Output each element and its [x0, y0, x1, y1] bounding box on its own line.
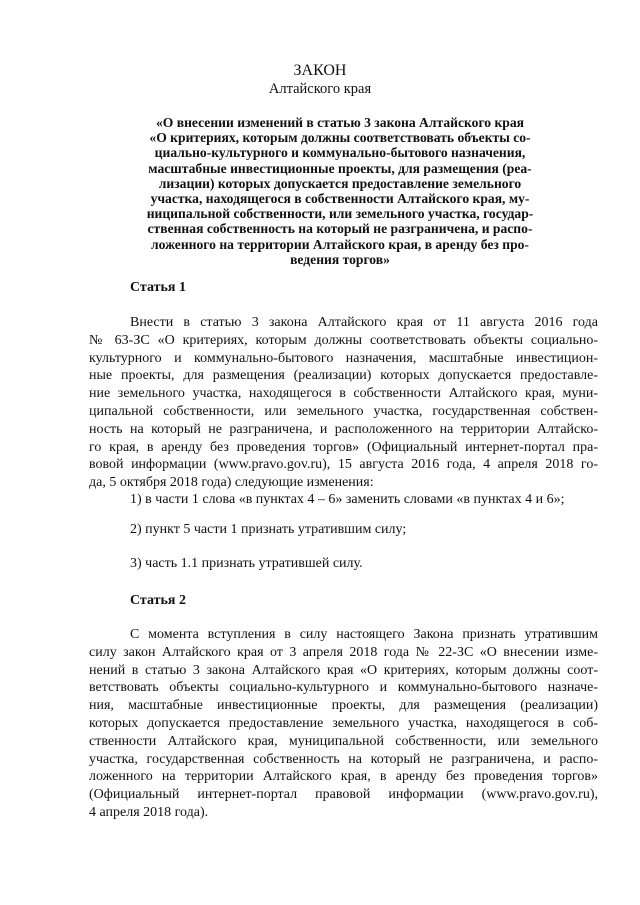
title-line: лизации) которых допускается предоставление земельного: [158, 175, 522, 191]
article-2-heading: Статья 2: [130, 593, 186, 608]
paragraph-line: (Официальный интернет-портал правовой информации (www.pravo.gov.ru),: [89, 787, 598, 803]
document-region: Алтайского края: [268, 81, 372, 97]
paragraph-line: вовой информации (www.pravo.gov.ru), 15 августа 2016 года, 4 апреля 2018 го-: [89, 457, 598, 473]
paragraph-line: нений в статью 3 закона Алтайского края «О критериях, которым должны соот-: [89, 662, 598, 678]
title-line: участка, находящегося в собственности Алтайского края, му-: [150, 191, 530, 207]
title-line: «О внесении изменений в статью 3 закона Алтайского края: [155, 115, 525, 130]
title-line: масштабные инвестиционные проекты, для размещения (реа-: [148, 160, 532, 176]
title-line: ведения торгов»: [290, 251, 390, 267]
article-1-paragraph: [89, 314, 598, 492]
paragraph-line: 4 апреля 2018 года).: [89, 804, 209, 820]
article-1-heading: Статья 1: [130, 280, 186, 295]
title-line: циально-культурного и коммунально-бытового назначения,: [154, 145, 526, 161]
paragraph-line: С момента вступления в силу настоящего Закона признать утратившим: [130, 627, 598, 642]
paragraph-line: ственности Алтайского края, муниципальной собственности, или земельного: [89, 733, 598, 749]
paragraph-line: ния, масштабные инвестиционные проекты, для размещения (реализации): [89, 698, 598, 714]
title-line: ниципальной собственности, или земельного участка, государ-: [146, 206, 534, 222]
paragraph-line: го края, в аренду без проведения торгов» (Официальный интернет-портал пра-: [89, 439, 598, 455]
paragraph-line: ложенного на территории Алтайского края, в аренду без проведения торгов»: [89, 769, 598, 785]
document-title: [130, 115, 550, 267]
article-1-item-2: 2) пункт 5 части 1 признать утратившим силу;: [130, 522, 407, 537]
article-1-item-3: 3) часть 1.1 признать утратившей силу.: [130, 556, 363, 571]
title-line: ложенного на территории Алтайского края, в аренду без про-: [151, 236, 529, 252]
article-1-item-1: 1) в части 1 слова «в пунктах 4 – 6» заменить словами «в пунктах 4 и 6»;: [130, 492, 565, 507]
paragraph-line: ветствовать объекты социально-культурного и коммунально-бытового назначе-: [89, 680, 598, 696]
paragraph-line: ципальной собственности, или земельного участка, государственная собствен-: [89, 403, 598, 419]
article-2-paragraph: [89, 626, 598, 822]
paragraph-line: культурного и коммунально-бытового назначения, масштабные инвестицион-: [89, 350, 598, 366]
paragraph-line: которых допускается предоставление земельного участка, находящегося в соб-: [89, 715, 598, 731]
title-line: «О критериях, которым должны соответствовать объекты со-: [149, 130, 531, 146]
paragraph-line: ные проекты, для размещения (реализации) которых допускается предоставле-: [89, 368, 598, 384]
paragraph-line: ность на который не разграничена, и расположенного на территории Алтайско-: [89, 421, 598, 437]
title-line: ственная собственность на который не разграничена, и распо-: [147, 221, 533, 237]
paragraph-line: № 63-ЗС «О критериях, которым должны соответствовать объекты социально-: [89, 332, 598, 348]
paragraph-line: Внести в статью 3 закона Алтайского края от 11 августа 2016 года: [130, 315, 598, 330]
paragraph-line: ние земельного участка, находящегося в собственности Алтайского края, муни-: [89, 386, 598, 402]
paragraph-line: силу закон Алтайского края от 3 апреля 2018 года № 22-ЗС «О внесении изме-: [89, 644, 598, 660]
paragraph-line: участка, государственная собственность на который не разграничена, и распо-: [89, 751, 598, 767]
paragraph-line: да, 5 октября 2018 года) следующие изменения:: [89, 475, 374, 491]
document-type: ЗАКОН: [293, 62, 347, 79]
